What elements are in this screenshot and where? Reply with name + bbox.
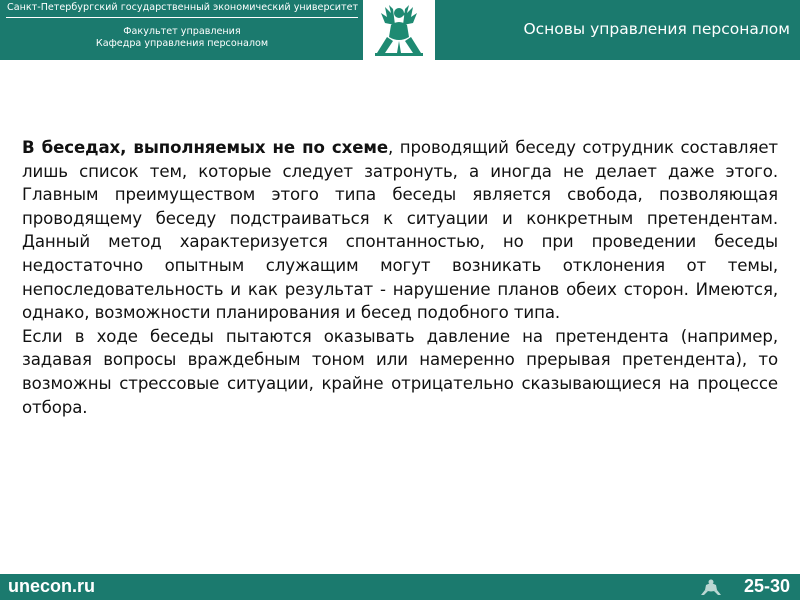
griffin-logo-icon (371, 3, 427, 57)
paragraph-2: Если в ходе беседы пытаются оказывать давление на претендента (например, задавая вопросы враждебным тоном или намеренно прерывая претендента), то возможны стрессовые ситуации, крайне отрицательно сказывающиеся на процессе отбора. (22, 326, 778, 417)
header-divider (6, 17, 358, 18)
university-name: Санкт-Петербургский государственный экономический университет (7, 2, 359, 13)
logo-container (363, 0, 435, 60)
paragraph-1 (22, 136, 778, 325)
footer-bar (0, 574, 800, 600)
mini-griffin-icon (700, 578, 722, 596)
course-title: Основы управления персоналом (523, 20, 790, 38)
page-number: 25-30 (743, 576, 790, 596)
paragraph-1-bold: В беседах, выполняемых не по схеме (22, 138, 388, 157)
department-name: Кафедра управления персоналом (95, 38, 269, 49)
header-bar (0, 0, 800, 60)
slide-body (22, 136, 778, 419)
site-link[interactable]: unecon.ru (8, 576, 96, 596)
paragraph-1-text: , проводящий беседу сотрудник составляет лишь список тем, которые следует затронуть, а иногда не делает даже этого. Главным преимуществом этого типа беседы является свобода, позволяющая проводящему беседу подстраиваться к ситуации и конкретным претендентам. Данный метод характеризуется спонтанностью, но при проведении беседы недостаточно опытным служащим могут возникать отклонения от темы, непоследовательность и как результат - нарушение планов обеих сторон. Имеются, однако, возможности планирования и бесед подобного типа. (22, 138, 778, 323)
faculty-name: Факультет управления (123, 26, 241, 37)
